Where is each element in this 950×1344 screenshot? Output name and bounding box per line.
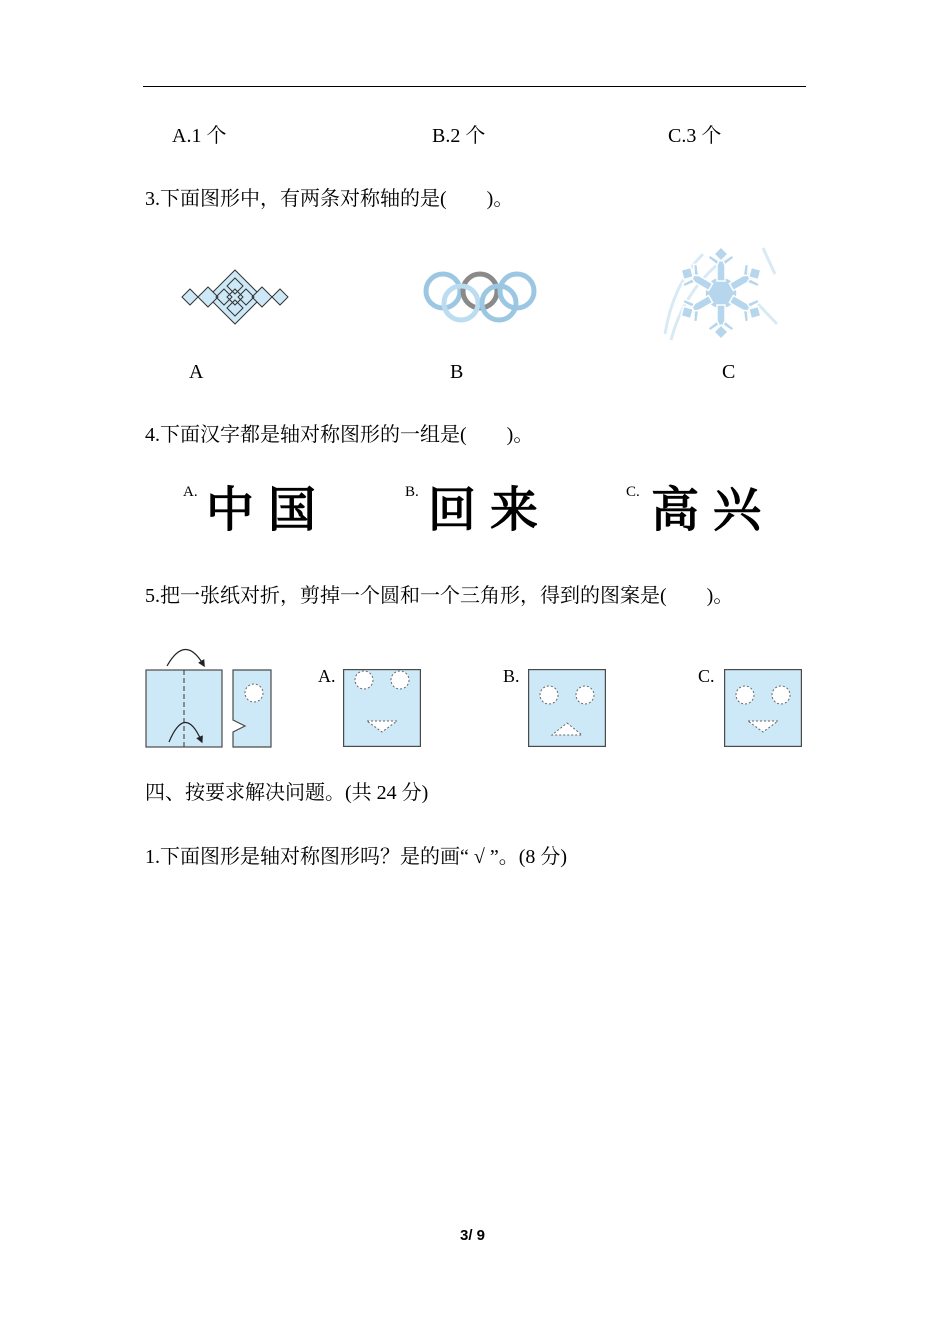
paper-fold-diagram — [145, 640, 275, 750]
snowflake-icon — [663, 244, 779, 342]
page-number: 3/ 9 — [460, 1227, 486, 1244]
q4-option-c-letter: C. — [626, 484, 640, 500]
q4-option-c-chars: 高兴 — [651, 482, 776, 538]
q3-label-b: B — [450, 361, 464, 383]
q2-option-c: C.3 个 — [668, 125, 722, 147]
section4-q1: 1.下面图形是轴对称图形吗？是的画“ √ ”。(8 分) — [145, 846, 568, 868]
q3-stem: 3.下面图形中，有两条对称轴的是( )。 — [145, 188, 514, 210]
top-rule — [143, 86, 806, 87]
q2-option-b: B.2 个 — [432, 125, 486, 147]
q3-label-c: C — [722, 361, 736, 383]
q4-option-b-chars: 回来 — [428, 482, 553, 538]
olympic-rings-icon — [422, 270, 538, 324]
q4-option-b-letter: B. — [405, 484, 419, 500]
q3-label-a: A — [189, 361, 204, 383]
diamond-knot-icon — [178, 268, 292, 326]
q5-option-c-face[interactable] — [724, 669, 802, 747]
q4-option-a-chars: 中国 — [206, 482, 331, 538]
q5-option-b-letter: B. — [503, 666, 520, 686]
section4-heading: 四、按要求解决问题。(共 24 分) — [145, 782, 429, 804]
q5-option-c-letter: C. — [698, 666, 715, 686]
q5-option-b-face[interactable] — [528, 669, 606, 747]
q5-option-a-face[interactable] — [343, 669, 421, 747]
q4-stem: 4.下面汉字都是轴对称图形的一组是( )。 — [145, 424, 534, 446]
q4-option-a-letter: A. — [183, 484, 198, 500]
q5-stem: 5.把一张纸对折，剪掉一个圆和一个三角形，得到的图案是( )。 — [145, 585, 734, 607]
q5-option-a-letter: A. — [318, 666, 336, 686]
q2-option-a: A.1 个 — [172, 125, 227, 147]
